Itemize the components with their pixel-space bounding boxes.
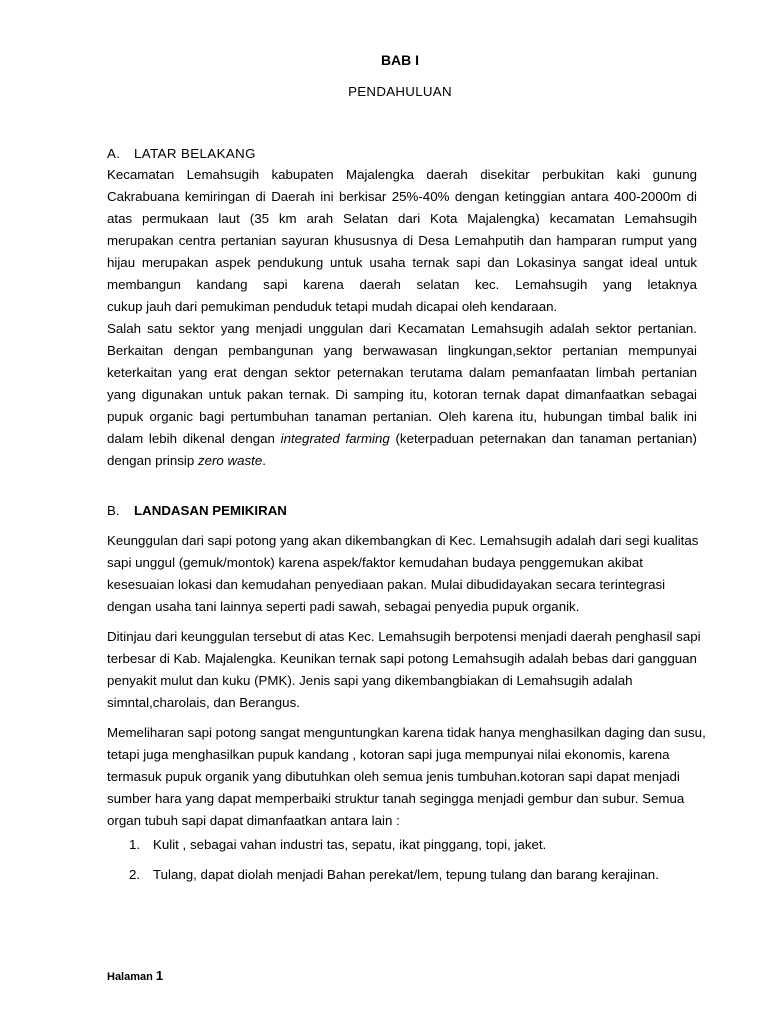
section-b-heading — [107, 503, 287, 518]
section-b-paragraph-1: Keunggulan dari sapi potong yang akan dikembangkan di Kec. Lemahsugih adalah dari segi kualitas sapi unggul (gemuk/montok) karena aspek/faktor kemudahan budaya penggemukan akibat kesesuaian lokasi dan kemudahan penyediaan pakan. Mulai dibudidayakan secara terintegrasi dengan usaha tani lainnya seperti padi sawah, sebagai penyedia pupuk organik. — [107, 533, 699, 614]
section-b-body — [107, 530, 707, 840]
chapter-title: BAB I — [380, 52, 420, 68]
list-item-text: Tulang, dapat diolah menjadi Bahan perekat/lem, tepung tulang dan barang kerajinan. — [153, 867, 659, 882]
page-number: 1 — [155, 968, 164, 983]
list-item — [107, 864, 707, 894]
page-footer — [107, 968, 163, 983]
footer-label: Halaman — [107, 971, 153, 983]
list-item-number: 1. — [129, 837, 141, 852]
section-b-paragraph-3: Memeliharan sapi potong sangat menguntungkan karena tidak hanya menghasilkan daging dan susu, tetapi juga menghasilkan pupuk kandang , kotoran sapi juga mempunyai nilai ekonomis, karena termasuk pupuk organik yang dibutuhkan oleh semua jenis tumbuhan.kotoran sapi dapat menjadi sumber hara yang dapat memperbaiki struktur tanah segingga menjadi gembur dan subur. Semua organ tubuh sapi dapat dimanfaatkan antara lain : — [107, 725, 706, 828]
section-b-letter: B. — [107, 503, 120, 518]
para2-text-end: . — [262, 453, 266, 468]
section-a-paragraph-1: Kecamatan Lemahsugih kabupaten Majalengka daerah disekitar perbukitan kaki gunung Cakrabuana kemiringan di Daerah ini berkisar 25%-40% dengan ketinggian antara 400-2000m di atas permukaan laut (35 km arah Selatan dari Kota Majalengka) kecamatan Lemahsugih merupakan centra pertanian sayuran khususnya di Desa Lemahputih dan hamparan rumput yang hijau merupakan aspek pendukung untuk usaha ternak sapi dan Lokasinya sangat ideal untuk membangun kandang sapi karena daerah selatan kec. Lemahsugih yang letaknya — [107, 167, 697, 292]
section-b-title: LANDASAN PEMIKIRAN — [134, 503, 287, 518]
para2-italic-term-1: integrated farming — [280, 431, 390, 446]
chapter-subtitle: PENDAHULUAN — [348, 84, 452, 99]
numbered-list — [107, 834, 707, 894]
section-a-body — [107, 164, 697, 472]
section-a-paragraph-2 — [107, 318, 697, 472]
list-item-number: 2. — [129, 867, 141, 882]
section-a-title: LATAR BELAKANG — [134, 146, 256, 161]
section-a-heading — [107, 146, 256, 161]
list-item-text: Kulit , sebagai vahan industri tas, sepatu, ikat pinggang, topi, jaket. — [153, 837, 547, 852]
list-item — [107, 834, 707, 864]
para2-text-mid: (keterpaduan peternakan dan tanaman pertanian) dengan prinsip — [107, 431, 697, 468]
section-a-letter: A. — [107, 146, 121, 161]
para2-italic-term-2: zero waste — [197, 453, 263, 468]
section-a-paragraph-1-end: cukup jauh dari pemukiman penduduk tetapi mudah dicapai oleh kendaraan. — [107, 299, 558, 314]
section-b-paragraph-2: Ditinjau dari keunggulan tersebut di atas Kec. Lemahsugih berpotensi menjadi daerah penghasil sapi terbesar di Kab. Majalengka. Keunikan ternak sapi potong Lemahsugih adalah bebas dari gangguan penyakit mulut dan kuku (PMK). Jenis sapi yang dikembangbiakan di Lemahsugih adalah simntal,charolais, dan Berangus. — [107, 629, 701, 710]
para2-text-start: Salah satu sektor yang menjadi unggulan dari Kecamatan Lemahsugih adalah sektor pertanian. Berkaitan dengan pembangunan yang berwawasan lingkungan,sektor pertanian mempunyai keterkaitan yang erat dengan sektor peternakan terutama dalam pemanfaatan limbah pertanian yang digunakan untuk pakan ternak. Di samping itu, kotoran ternak dapat dimanfaatkan sebagai pupuk organic bagi pertumbuhan tanaman pertanian. Oleh karena itu, hubungan timbal balik ini dalam lebih dikenal dengan — [107, 321, 697, 446]
